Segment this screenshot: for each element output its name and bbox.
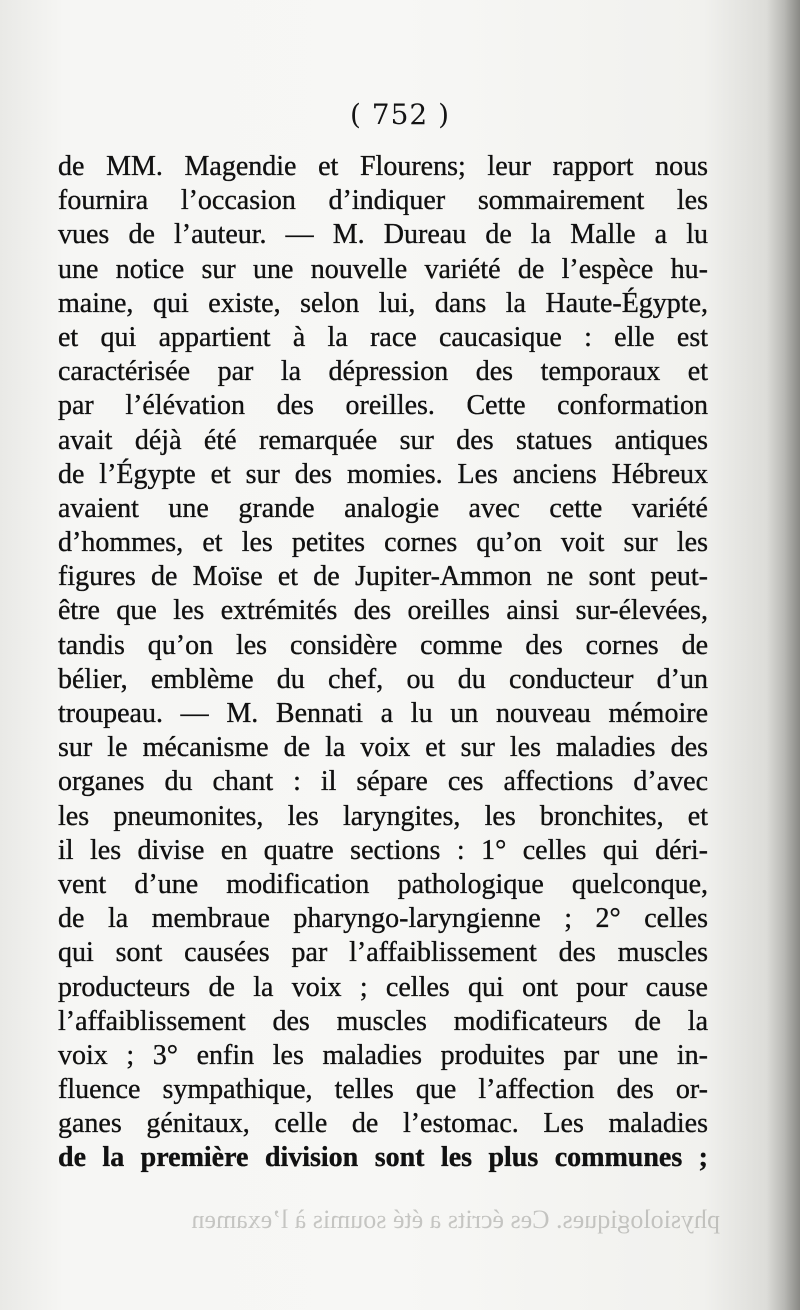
text-line-1: de MM. Magendie et Flourens; leur rapport nous [58,151,708,182]
text-line-8: par l’élévation des oreilles. Cette conformation [58,390,708,422]
page-edge-shadow [766,0,800,1310]
text-line-29: ganes génitaux, celle de l’estomac. Les maladies [58,1108,708,1140]
text-line-3: vues de l’auteur. — M. Dureau de la Malle a lu [58,219,708,251]
text-line-30: de la première division sont les plus communes ; [58,1142,708,1174]
text-line-23: de la membraue pharyngo-laryngienne ; 2° celles [58,903,708,935]
text-line-20: les pneumonites, les laryngites, les bronchites, et [58,800,708,832]
text-line-17: troupeau. — M. Bennati a lu un nouveau mémoire [58,698,708,729]
text-line-5: maine, qui existe, selon lui, dans la Haute-Égypte, [58,287,708,319]
page-number: ( 752 ) [349,98,451,131]
text-line-22: vent d’une modification pathologique quelconque, [58,868,708,900]
text-line-16: bélier, emblème du chef, ou du conducteur d’un [58,663,708,695]
text-line-11: avaient une grande analogie avec cette variété [58,492,708,524]
text-line-9: avait déjà été remarquée sur des statues antiques [58,424,708,456]
text-line-15: tandis qu’on les considère comme des cornes de [58,629,708,661]
text-line-14: être que les extrémités des oreilles ainsi sur-élevées, [58,595,708,627]
text-line-13: figures de Moïse et de Jupiter-Ammon ne sont peut- [58,561,708,593]
text-line-12: d’hommes, et les petites cornes qu’on voit sur les [58,527,708,559]
text-line-21: il les divise en quatre sections : 1° celles qui déri- [58,834,708,866]
text-line-25: producteurs de la voix ; celles qui ont pour cause [58,971,708,1003]
text-line-7: caractérisée par la dépression des temporaux et [58,356,708,388]
body-text [58,150,708,1176]
text-line-10: de l’Égypte et sur des momies. Les anciens Hébreux [58,458,708,490]
text-line-18: sur le mécanisme de la voix et sur les maladies des [58,732,708,764]
text-line-24: qui sont causées par l’affaiblissement des muscles [58,937,708,969]
text-line-19: organes du chant : il sépare ces affections d’avec [58,766,708,798]
text-line-6: et qui appartient à la race caucasique : elle est [58,321,708,353]
text-line-4: une notice sur une nouvelle variété de l’espèce hu- [58,253,708,285]
text-line-27: voix ; 3° enfin les maladies produites par une in- [58,1039,708,1071]
text-line-28: fluence sympathique, telles que l’affection des or- [58,1074,708,1106]
bleed-through-text: physiologiques. Ces écrits a été soumis à l’examen [191,1205,720,1234]
text-line-26: l’affaiblissement des muscles modificateurs de la [58,1005,708,1037]
text-line-2: fournira l’occasion d’indiquer sommairement les [58,185,708,217]
